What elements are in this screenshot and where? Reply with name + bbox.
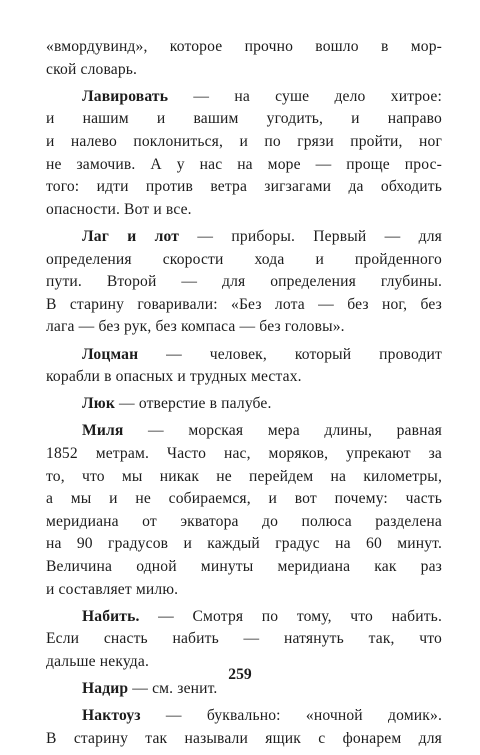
entry-first-line bbox=[46, 606, 442, 629]
entry-locman bbox=[46, 344, 442, 389]
text-line: меридиана от экватора до полюса разделена bbox=[46, 512, 442, 530]
text-line: 1852 метрам. Часто нас, моряков, упрекают за bbox=[46, 445, 442, 463]
entry-naktouz bbox=[46, 705, 442, 750]
text-line: лага — без рук, без компаса — без головы». bbox=[46, 318, 345, 336]
text-line: — буквально: «ночной домик». bbox=[140, 707, 442, 725]
text-line: а мы и не собираемся, и вот почему: часть bbox=[46, 490, 442, 508]
text-line: и налево поклониться, и по грязи пройти, ног bbox=[46, 132, 442, 150]
text-line: Величина одной минуты меридиана как раз bbox=[46, 558, 442, 576]
entry-first-line bbox=[46, 86, 442, 109]
text-line: того: идти против ветра зигзагами да обходить bbox=[46, 178, 442, 196]
text-line: — человек, который проводит bbox=[138, 345, 442, 363]
entry-term: Люк bbox=[82, 395, 115, 413]
text-line: и составляет милю. bbox=[46, 580, 179, 598]
text-line: пути. Второй — для определения глубины. bbox=[46, 273, 442, 291]
entry-continuation bbox=[46, 36, 442, 81]
entry-term: Нактоуз bbox=[82, 707, 141, 725]
text-line: В старину говаривали: «Без лота — без ног, без bbox=[46, 295, 442, 313]
entry-term: Набить. bbox=[82, 607, 140, 625]
text-line: определения скорости хода и пройденного bbox=[46, 250, 442, 268]
entry-lyuk bbox=[46, 393, 442, 416]
entry-term: Лоцман bbox=[82, 345, 139, 363]
entry-first-line bbox=[46, 393, 442, 416]
text-line: В старину так называли ящик с фонарем для bbox=[46, 729, 442, 747]
entry-first-line bbox=[46, 344, 442, 367]
text-line: на 90 градусов и каждый градус на 60 минут. bbox=[46, 535, 442, 553]
text-line: — Смотря по тому, что набить. bbox=[139, 607, 442, 625]
text-line: — приборы. Первый — для bbox=[179, 227, 442, 245]
text-line: корабли в опасных и трудных местах. bbox=[46, 368, 302, 386]
text-line: и нашим и вашим угодить, и направо bbox=[46, 110, 442, 128]
entry-milya bbox=[46, 420, 442, 601]
entry-nabit bbox=[46, 606, 442, 674]
text-line: — отверстие в палубе. bbox=[114, 395, 272, 413]
entry-lag-i-lot bbox=[46, 226, 442, 339]
entry-term: Лавировать bbox=[82, 87, 169, 105]
text-line: — морская мера длины, равная bbox=[123, 422, 442, 440]
text-line: ской словарь. bbox=[46, 60, 138, 78]
text-line: не замочив. А у нас на море — проще прос- bbox=[46, 155, 442, 173]
entry-term: Лаг и лот bbox=[82, 227, 180, 245]
entry-term: Миля bbox=[82, 422, 124, 440]
entry-term: Надир bbox=[82, 680, 129, 698]
entry-first-line bbox=[46, 226, 442, 249]
text-line: «вмордувинд», которое прочно вошло в мор- bbox=[46, 38, 442, 55]
dictionary-page bbox=[46, 36, 442, 755]
text-line: опасности. Вот и все. bbox=[46, 200, 192, 218]
text-line: — см. зенит. bbox=[128, 680, 218, 698]
entry-first-line bbox=[46, 705, 442, 728]
text-line: — на суше дело хитрое: bbox=[168, 87, 442, 105]
text-line: Если снасть набить — натянуть так, что bbox=[46, 630, 442, 648]
text-line: дальше некуда. bbox=[46, 653, 150, 670]
page-number: 259 bbox=[228, 666, 252, 683]
text-line: то, что мы никак не перейдем на километры, bbox=[46, 467, 442, 485]
entry-first-line bbox=[46, 420, 442, 443]
entry-lavirovat bbox=[46, 86, 442, 222]
